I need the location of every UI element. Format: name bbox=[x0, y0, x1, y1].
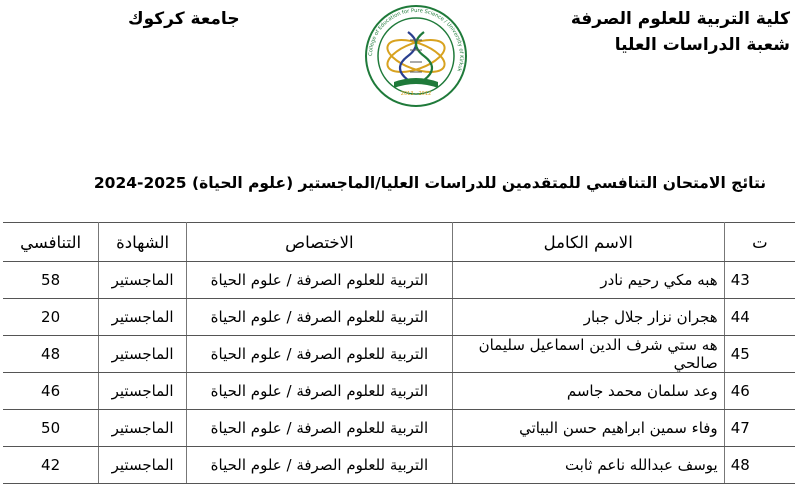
header-seq: ت bbox=[724, 223, 795, 262]
cell-name: هجران نزار جلال جبار bbox=[452, 299, 724, 336]
cell-score: 48 bbox=[3, 336, 99, 373]
cell-degree: الماجستير bbox=[99, 410, 187, 447]
logo-years: 2013 - 2012 bbox=[400, 91, 432, 97]
cell-specialization: التربية للعلوم الصرفة / علوم الحياة bbox=[187, 262, 453, 299]
cell-name: يوسف عبدالله ناعم ثابت bbox=[452, 447, 724, 484]
header-specialization: الاختصاص bbox=[187, 223, 453, 262]
cell-score: 42 bbox=[3, 447, 99, 484]
cell-specialization: التربية للعلوم الصرفة / علوم الحياة bbox=[187, 336, 453, 373]
cell-score: 58 bbox=[3, 262, 99, 299]
cell-seq: 47 bbox=[724, 410, 795, 447]
header-name: الاسم الكامل bbox=[452, 223, 724, 262]
table-row bbox=[3, 299, 795, 336]
cell-seq: 44 bbox=[724, 299, 795, 336]
college-name: كلية التربية للعلوم الصرفة bbox=[570, 9, 790, 29]
cell-specialization: التربية للعلوم الصرفة / علوم الحياة bbox=[187, 447, 453, 484]
table-header-row bbox=[3, 223, 795, 262]
table-row bbox=[3, 262, 795, 299]
cell-score: 46 bbox=[3, 373, 99, 410]
table-row bbox=[3, 336, 795, 373]
cell-score: 50 bbox=[3, 410, 99, 447]
cell-degree: الماجستير bbox=[99, 262, 187, 299]
cell-seq: 46 bbox=[724, 373, 795, 410]
table-row bbox=[3, 410, 795, 447]
cell-name: وعد سلمان محمد جاسم bbox=[452, 373, 724, 410]
cell-seq: 48 bbox=[724, 447, 795, 484]
cell-specialization: التربية للعلوم الصرفة / علوم الحياة bbox=[187, 299, 453, 336]
cell-degree: الماجستير bbox=[99, 299, 187, 336]
cell-seq: 43 bbox=[724, 262, 795, 299]
cell-degree: الماجستير bbox=[99, 336, 187, 373]
university-name: جامعة كركوك bbox=[128, 9, 240, 29]
page-title: نتائج الامتحان التنافسي للمتقدمين للدراسات العليا/الماجستير (علوم الحياة) 2025-2024 bbox=[93, 174, 767, 192]
cell-seq: 45 bbox=[724, 336, 795, 373]
results-table bbox=[3, 222, 795, 484]
header-degree: الشهادة bbox=[99, 223, 187, 262]
logo-ring-text: College of Education for Pure Science / University of Kirkuk bbox=[367, 7, 465, 73]
cell-name: هه ستي شرف الدين اسماعيل سليمان صالحي bbox=[452, 336, 724, 373]
department-name: شعبة الدراسات العليا bbox=[614, 35, 790, 55]
table-row bbox=[3, 373, 795, 410]
college-logo bbox=[364, 4, 468, 108]
header-institution bbox=[571, 6, 790, 58]
table-row bbox=[3, 447, 795, 484]
cell-specialization: التربية للعلوم الصرفة / علوم الحياة bbox=[187, 410, 453, 447]
cell-name: وفاء سمين ابراهيم حسن البياتي bbox=[452, 410, 724, 447]
cell-degree: الماجستير bbox=[99, 373, 187, 410]
header-score: التنافسي bbox=[3, 223, 99, 262]
cell-specialization: التربية للعلوم الصرفة / علوم الحياة bbox=[187, 373, 453, 410]
cell-degree: الماجستير bbox=[99, 447, 187, 484]
cell-name: هبه مكي رحيم نادر bbox=[452, 262, 724, 299]
cell-score: 20 bbox=[3, 299, 99, 336]
